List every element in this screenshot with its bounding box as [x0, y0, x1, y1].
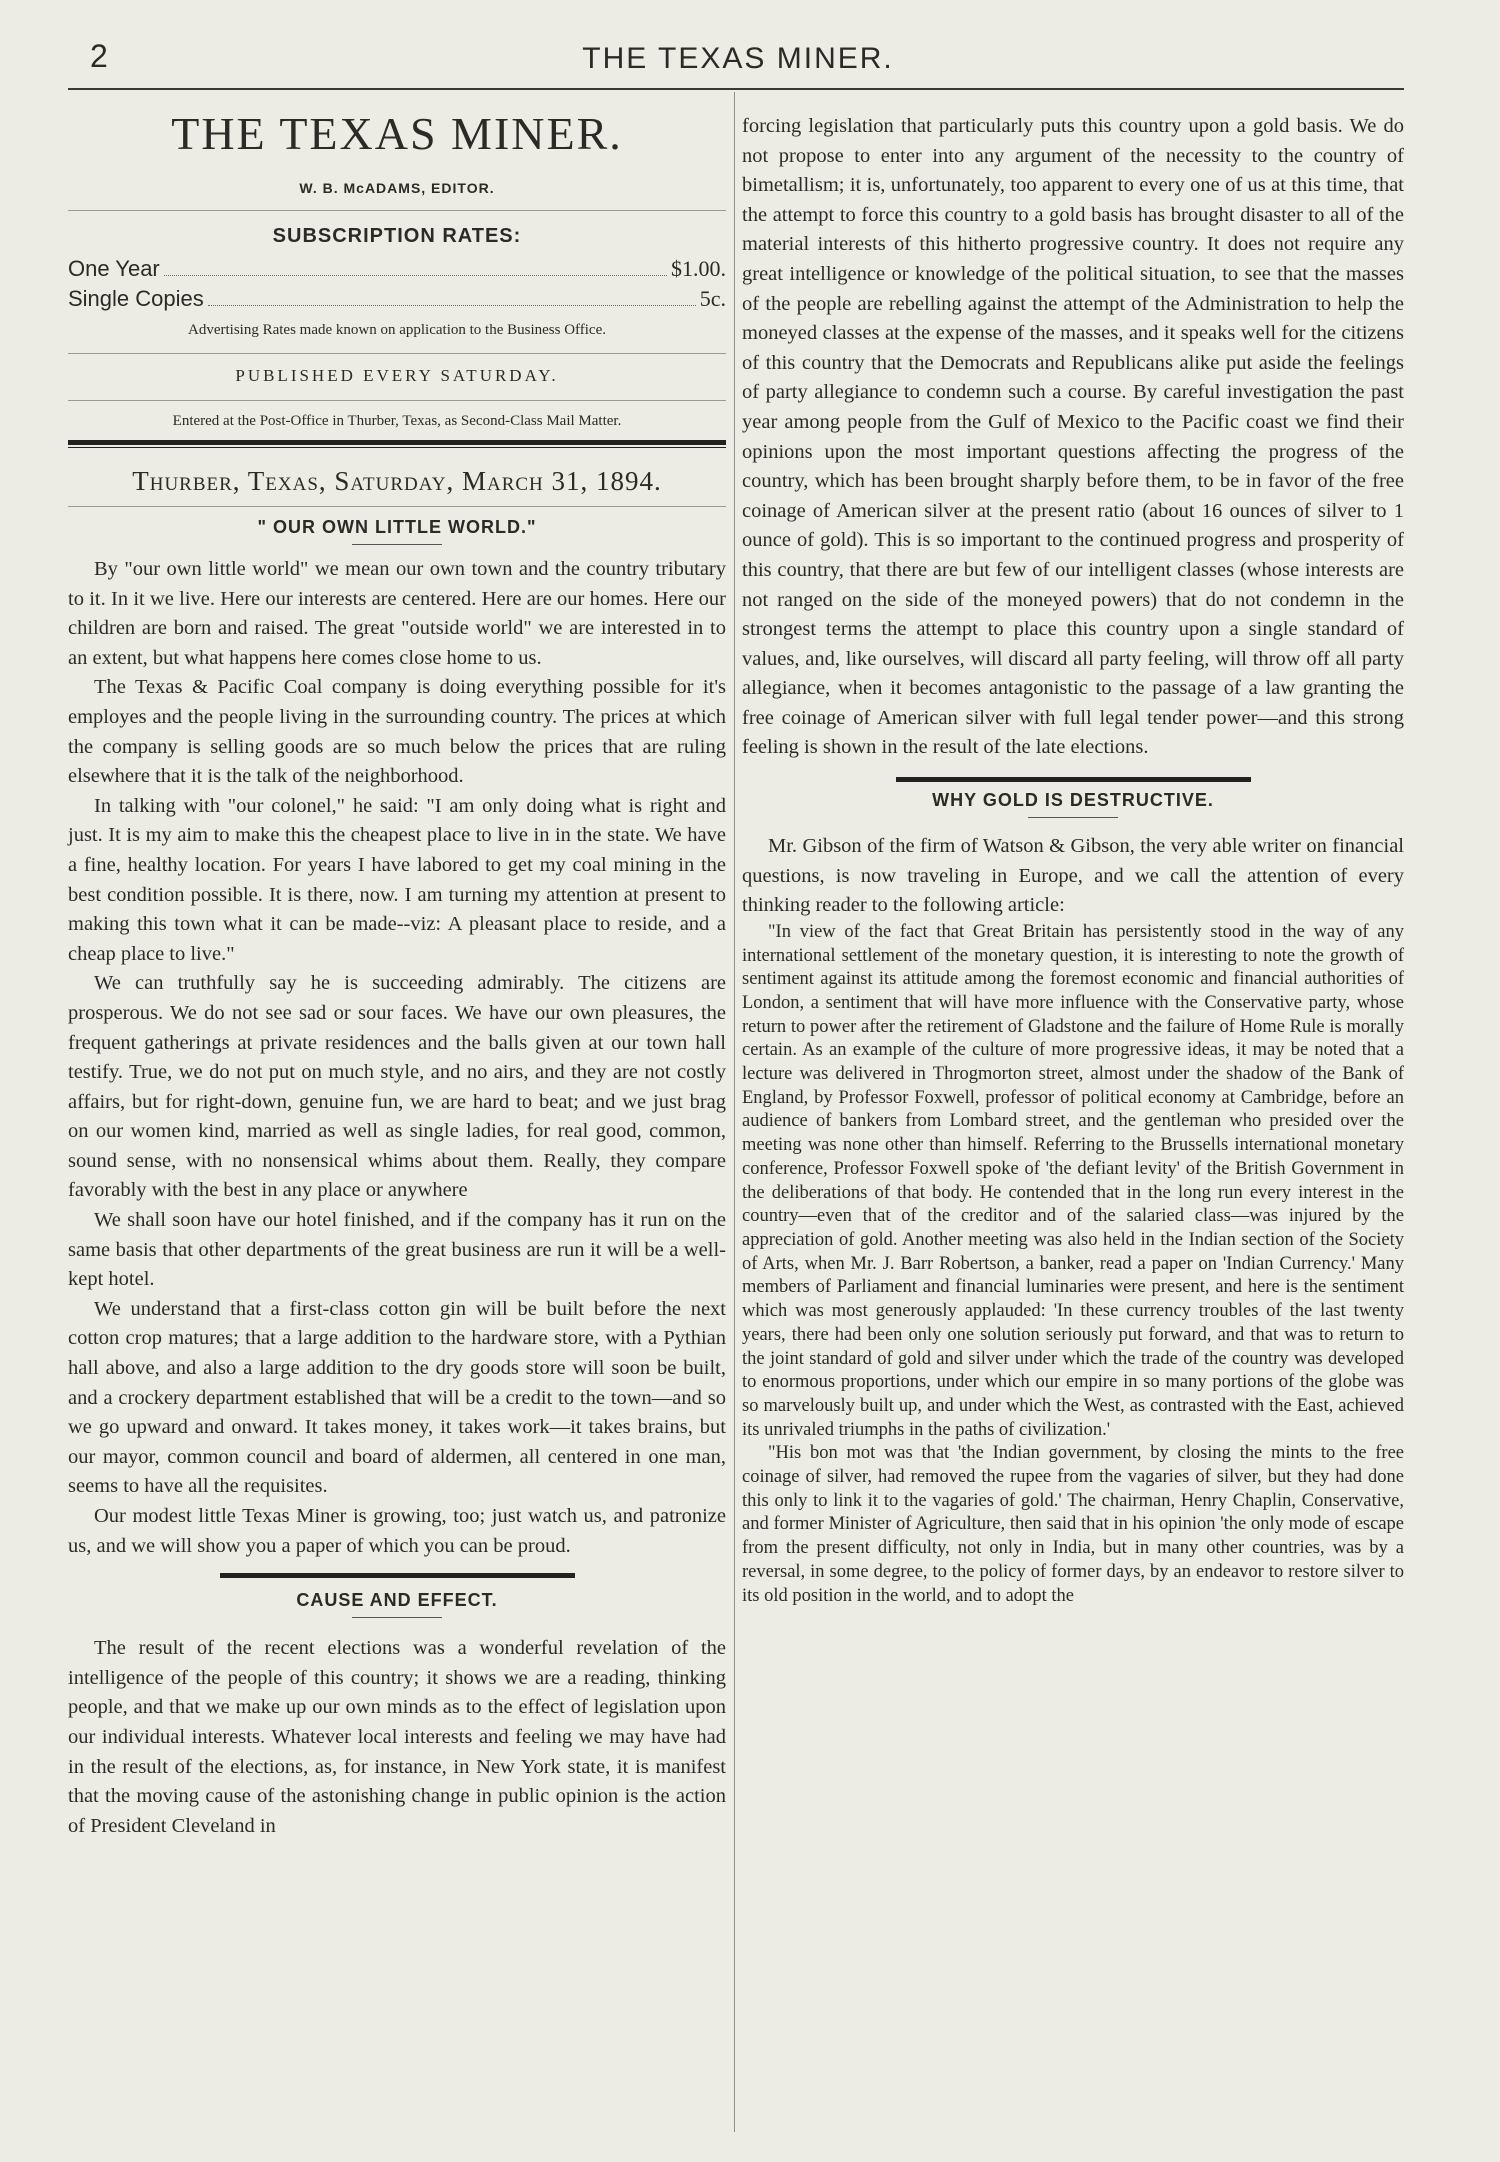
rate-price: $1.00. — [671, 256, 726, 281]
rate-label: Single Copies — [68, 286, 204, 311]
quoted-paragraph: "In view of the fact that Great Britain has persistently stood in the way of any international settlement of the monetary question, it is interesting to note the growth of sentiment against its attitude among the foremost economic and financial authorities of London, a sentiment that will have more influence with the Conservative party, whose return to power after the retirement of Gladstone and the failure of Home Rule is morally certain. As an example of the culture of more progressive ideas, it may be noted that a lecture was delivered in Throgmorton street, almost under the shadow of the Bank of England, by Professor Foxwell, professor of political economy at Cambridge, before an audience of bankers from Lombard street, and the gentleman who presided over the meeting was none other than himself. Referring to the Brussells international monetary conference, Professor Foxwell spoke of 'the defiant levity' of the British Government in the deliberations of that body. He contended that in the long run every interest in the country—even that of the creditor and of the salaried class—was injured by the appreciation of gold. Another meeting was also held in the Indian section of the Society of Arts, when Mr. J. Barr Robertson, a banker, read a paper on 'Indian Currency.' Many members of Parliament and financial luminaries were present, and here is the sentiment which was most generously applauded: 'In these currency troubles of the last twenty years, there had been only one solution seriously put forward, and that was to return to the joint standard of gold and silver under which the trade of the country was developed to enormous proportions, under which our empire in so many portions of the globe was so marvelously built up, and under which the West, as contrasted with the East, achieved its unrivaled triumphs in the paths of civilization.' — [742, 921, 1404, 1440]
rate-row-one-year — [68, 254, 726, 284]
leader-dots — [164, 275, 667, 276]
left-column — [68, 92, 726, 1841]
entered-line: Entered at the Post-Office in Thurber, Texas, as Second-Class Mail Matter. — [172, 413, 622, 429]
right-column — [742, 92, 1404, 1608]
column-divider — [734, 92, 735, 2132]
title-underline — [352, 1617, 442, 1618]
leader-dots — [208, 305, 696, 306]
title-underline — [352, 544, 442, 545]
article-paragraph: Our modest little Texas Miner is growing, too; just watch us, and patronize us, and we will show you a paper of which you can be proud. — [68, 1505, 726, 1557]
divider — [68, 400, 726, 401]
article-title: " OUR OWN LITTLE WORLD." — [257, 517, 537, 537]
article-paragraph: Mr. Gibson of the firm of Watson & Gibson, the very able writer on financial questions, is now traveling in Europe, and we call the attention of every thinking reader to the following article: — [742, 835, 1404, 917]
article-title: WHY GOLD IS DESTRUCTIVE. — [932, 790, 1214, 811]
subscription-heading: SUBSCRIPTION RATES: — [272, 225, 522, 247]
masthead-bottom-rule — [68, 440, 726, 445]
running-head — [68, 38, 1408, 82]
page-number: 2 — [90, 38, 108, 74]
article-paragraph: The result of the recent elections was a wonderful revelation of the intelligence of the people of this country; it shows we are a reading, thinking people, and that we make up our own minds as to the effect of legislation upon our individual interests. Whatever local interests and feeling we may have had in the result of the elections, as, for instance, in New York state, it is manifest that the moving cause of the astonishing change in public opinion is the action of President Cleveland in — [68, 1637, 726, 1837]
divider — [68, 210, 726, 211]
divider — [68, 506, 726, 507]
article-paragraph: The Texas & Pacific Coal company is doing everything possible for it's employes and the people living in the surrounding country. The prices at which the company is selling goods are so much below the prices that are ruling elsewhere that it is the talk of the neighborhood. — [68, 676, 726, 788]
advertising-note: Advertising Rates made known on application to the Business Office. — [188, 322, 606, 338]
article-continuation: forcing legislation that particularly puts this country upon a gold basis. We do not propose to enter into any argument of the necessity to the country of bimetallism; it is, unfortunately, too apparent to every one of us at this time, that the attempt to force this country to a gold basis has brought disaster to all of the material interests of this hitherto progressive country. It does not require any great intelligence or knowledge of the political situation, to see that the masses of the people are rebelling against the attempt of the Administration to help the moneyed classes at the expense of the masses, and it speaks well for the citizens of this country that the Democrats and Republicans alike put aside the feelings of party allegiance to condemn such a course. By careful investigation the past year among people from the Gulf of Mexico to the Pacific coast we find their opinions upon the most important questions affecting the progress of the country, which has been brought sharply before them, to be in favor of the free coinage of American silver at the present ratio (about 16 ounces of silver to 1 ounce of gold). This is so important to the continued progress and prosperity of this country, that there are but few of our intelligent classes (whose interests are not ranged on the side of the moneyed powers) that do not condemn in the strongest terms the attempt to place this country upon a single standard of values, and, like ourselves, will discard all party feeling, will throw off all party allegiance, when it becomes antagonistic to the passage of a law granting the free coinage of American silver with full legal tender power—and this strong feeling is shown in the result of the late elections. — [742, 115, 1404, 759]
dateline: Thurber, Texas, Saturday, March 31, 1894. — [132, 466, 662, 496]
title-underline — [1028, 817, 1118, 818]
header-rule — [68, 88, 1404, 90]
article-paragraph: We can truthfully say he is succeeding admirably. The citizens are prosperous. We do not see sad or sour faces. We have our own pleasures, the frequent gatherings at private residences and the balls given at our town hall testify. True, we do not put on much style, and no airs, and they are not costly affairs, but for right-down, genuine fun, we are hard to beat; and we just brag on our women kind, married as well as single ladies, for real good, common, sound sense, with no nonsensical whims about them. Really, they compare favorably with the best in any place or anywhere — [68, 972, 726, 1202]
article-title: CAUSE AND EFFECT. — [296, 1590, 498, 1611]
article-paragraph: We understand that a first-class cotton gin will be built before the next cotton crop matures; that a large addition to the hardware store, with a Pythian hall above, and also a large addition to the dry goods store will soon be built, and a crockery department established that will be a credit to the town—and so we go upward and onward. It takes money, it takes work—it takes brains, but our mayor, common council and board of aldermen, all centered in one man, seems to have all the requisites. — [68, 1297, 726, 1498]
running-title: THE TEXAS MINER. — [582, 42, 894, 75]
divider — [68, 353, 726, 354]
rate-label: One Year — [68, 256, 160, 281]
article-paragraph: We shall soon have our hotel finished, and if the company has it run on the same basis that other departments of the great business are run it will be a well-kept hotel. — [68, 1209, 726, 1291]
editor-line: W. B. McADAMS, EDITOR. — [299, 180, 495, 196]
rate-price: 5c. — [699, 286, 726, 311]
section-bar — [220, 1573, 575, 1578]
masthead-bottom-rule-thin — [68, 447, 726, 448]
rate-row-single-copies — [68, 284, 726, 314]
masthead-title: THE TEXAS MINER. — [171, 108, 623, 159]
article-paragraph: In talking with "our colonel," he said: "I am only doing what is right and just. It is my aim to make this the cheapest place to live in in the state. We have a fine, healthy location. For years I have labored to get my coal mining in the best condition possible. It is there, now. I am turning my attention at present to making this town what it can be made--viz: A pleasant place to reside, and a cheap place to live." — [68, 794, 726, 965]
quoted-paragraph: "His bon mot was that 'the Indian government, by closing the mints to the free coinage of silver, had removed the rupee from the vagaries of silver, but they had done this only to link it to the vagaries of gold.' The chairman, Henry Chaplin, Conservative, and former Minister of Agriculture, then said that in his opinion 'the only mode of escape from the present difficulty, not only in India, but in many other countries, was by a reversal, in some degree, to the policy of former days, by an endeavor to restore silver to its old position in the world, and to adopt the — [742, 1443, 1404, 1606]
article-paragraph: By "our own little world" we mean our own town and the country tributary to it. In it we live. Here our interests are centered. Here are our homes. Here our children are born and raised. The great "outside world" we are interested in to an extent, but what happens here comes close home to us. — [68, 558, 726, 669]
section-bar — [896, 777, 1251, 782]
published-line: PUBLISHED EVERY SATURDAY. — [235, 366, 559, 385]
